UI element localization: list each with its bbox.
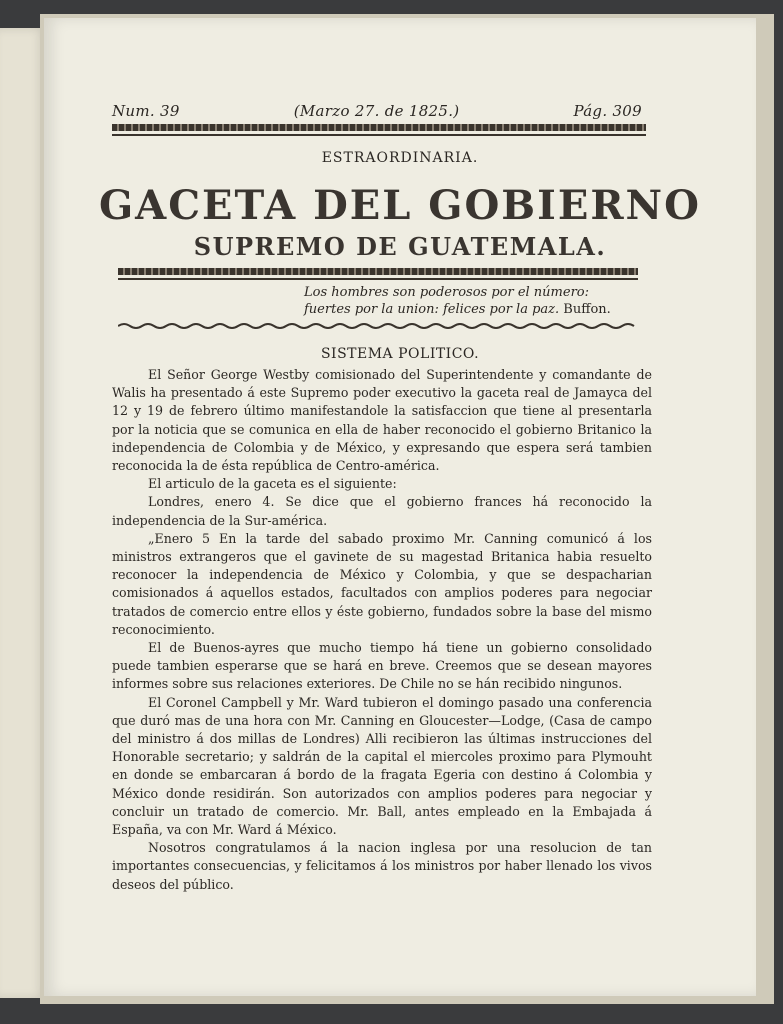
paragraph-5: El de Buenos-ayres que mucho tiempo há tiene un gobierno consolidado puede tambien esperarse que se hará en breve. Creemos que se desean mayores informes sobre sus relaciones exteriores. De Chile no se hán recibido ningunos. <box>112 640 652 692</box>
paragraph-7: Nosotros congratulamos á la nacion inglesa por una resolucion de tan importantes consecuencias, y felicitamos á los ministros por haber llenado los vivos deseos del público. <box>112 840 652 892</box>
paragraph-2: El articulo de la gaceta es el siguiente: <box>148 476 397 492</box>
masthead-rule-thin <box>118 278 638 280</box>
paragraph-3: Londres, enero 4. Se dice que el gobierno frances há reconocido la independencia de la Sur-américa. <box>112 494 652 528</box>
header-rule-ornamental <box>112 124 646 131</box>
epigraph-author: Buffon. <box>563 302 611 317</box>
paragraph-4: „Enero 5 En la tarde del sabado proximo Mr. Canning comunicó á los ministros extrangeros que el gavinete de su magestad Britanica habia resuelto reconocer la independencia de México y Colombia, y que se despacharian comisionados á aquellos estados, facultados con amplios poderes para negociar tratados de comercio entre ellos y éste gobierno, fundados sobre la base del mismo reconocimiento. <box>112 530 652 637</box>
masthead-title: GACETA DEL GOBIERNO <box>99 182 701 229</box>
article-body <box>112 366 652 894</box>
masthead-rule-ornamental <box>118 268 638 275</box>
issue-number: Num. 39 <box>112 102 180 120</box>
issue-date: (Marzo 27. de 1825.) <box>293 102 460 120</box>
section-title: SISTEMA POLITICO. <box>320 346 480 362</box>
paragraph-6: El Coronel Campbell y Mr. Ward tubieron el domingo pasado una conferencia que duró mas de una hora con Mr. Canning en Gloucester—Lodge, (Casa de campo del ministro á dos millas de Londres) Alli recibieron las últimas instrucciones del Honorable secretario; y saldrán de la capital el miercoles proximo para Plymouht en donde se embarcaran á bordo de la fragata Egeria con destino á Colombia y México donde residirán. Son autorizados con amplios poderes para negociar y concluir un tratado de comercio. Mr. Ball, antes empleado en la Embajada á España, va con Mr. Ward á México. <box>112 694 652 838</box>
masthead-subtitle: SUPREMO DE GUATEMALA. <box>193 232 607 261</box>
newspaper-page <box>44 18 756 996</box>
epigraph <box>304 284 644 318</box>
page-number: Pág. 309 <box>573 102 642 120</box>
paragraph-1: El Señor George Westby comisionado del Superintendente y comandante de Walis ha presentado á este Supremo poder executivo la gaceta real de Jamayca del 12 y 19 de febrero último manifestandole la satisfaccion que tiene al presentarla por la noticia que se comunica en ella de haber reconocido el gobierno Britanico la independencia de Colombia y de México, y expresando que espera será tambien reconocida la de ésta república de Centro-américa. <box>112 367 652 474</box>
epigraph-line-2: fuertes por la union: felices por la paz. <box>304 302 560 317</box>
header-rule-thin <box>112 134 646 136</box>
epigraph-line-1: Los hombres son poderosos por el número: <box>304 285 589 300</box>
issue-header <box>112 102 642 120</box>
edition-label: ESTRAORDINARIA. <box>321 150 479 166</box>
wavy-divider <box>118 322 638 330</box>
